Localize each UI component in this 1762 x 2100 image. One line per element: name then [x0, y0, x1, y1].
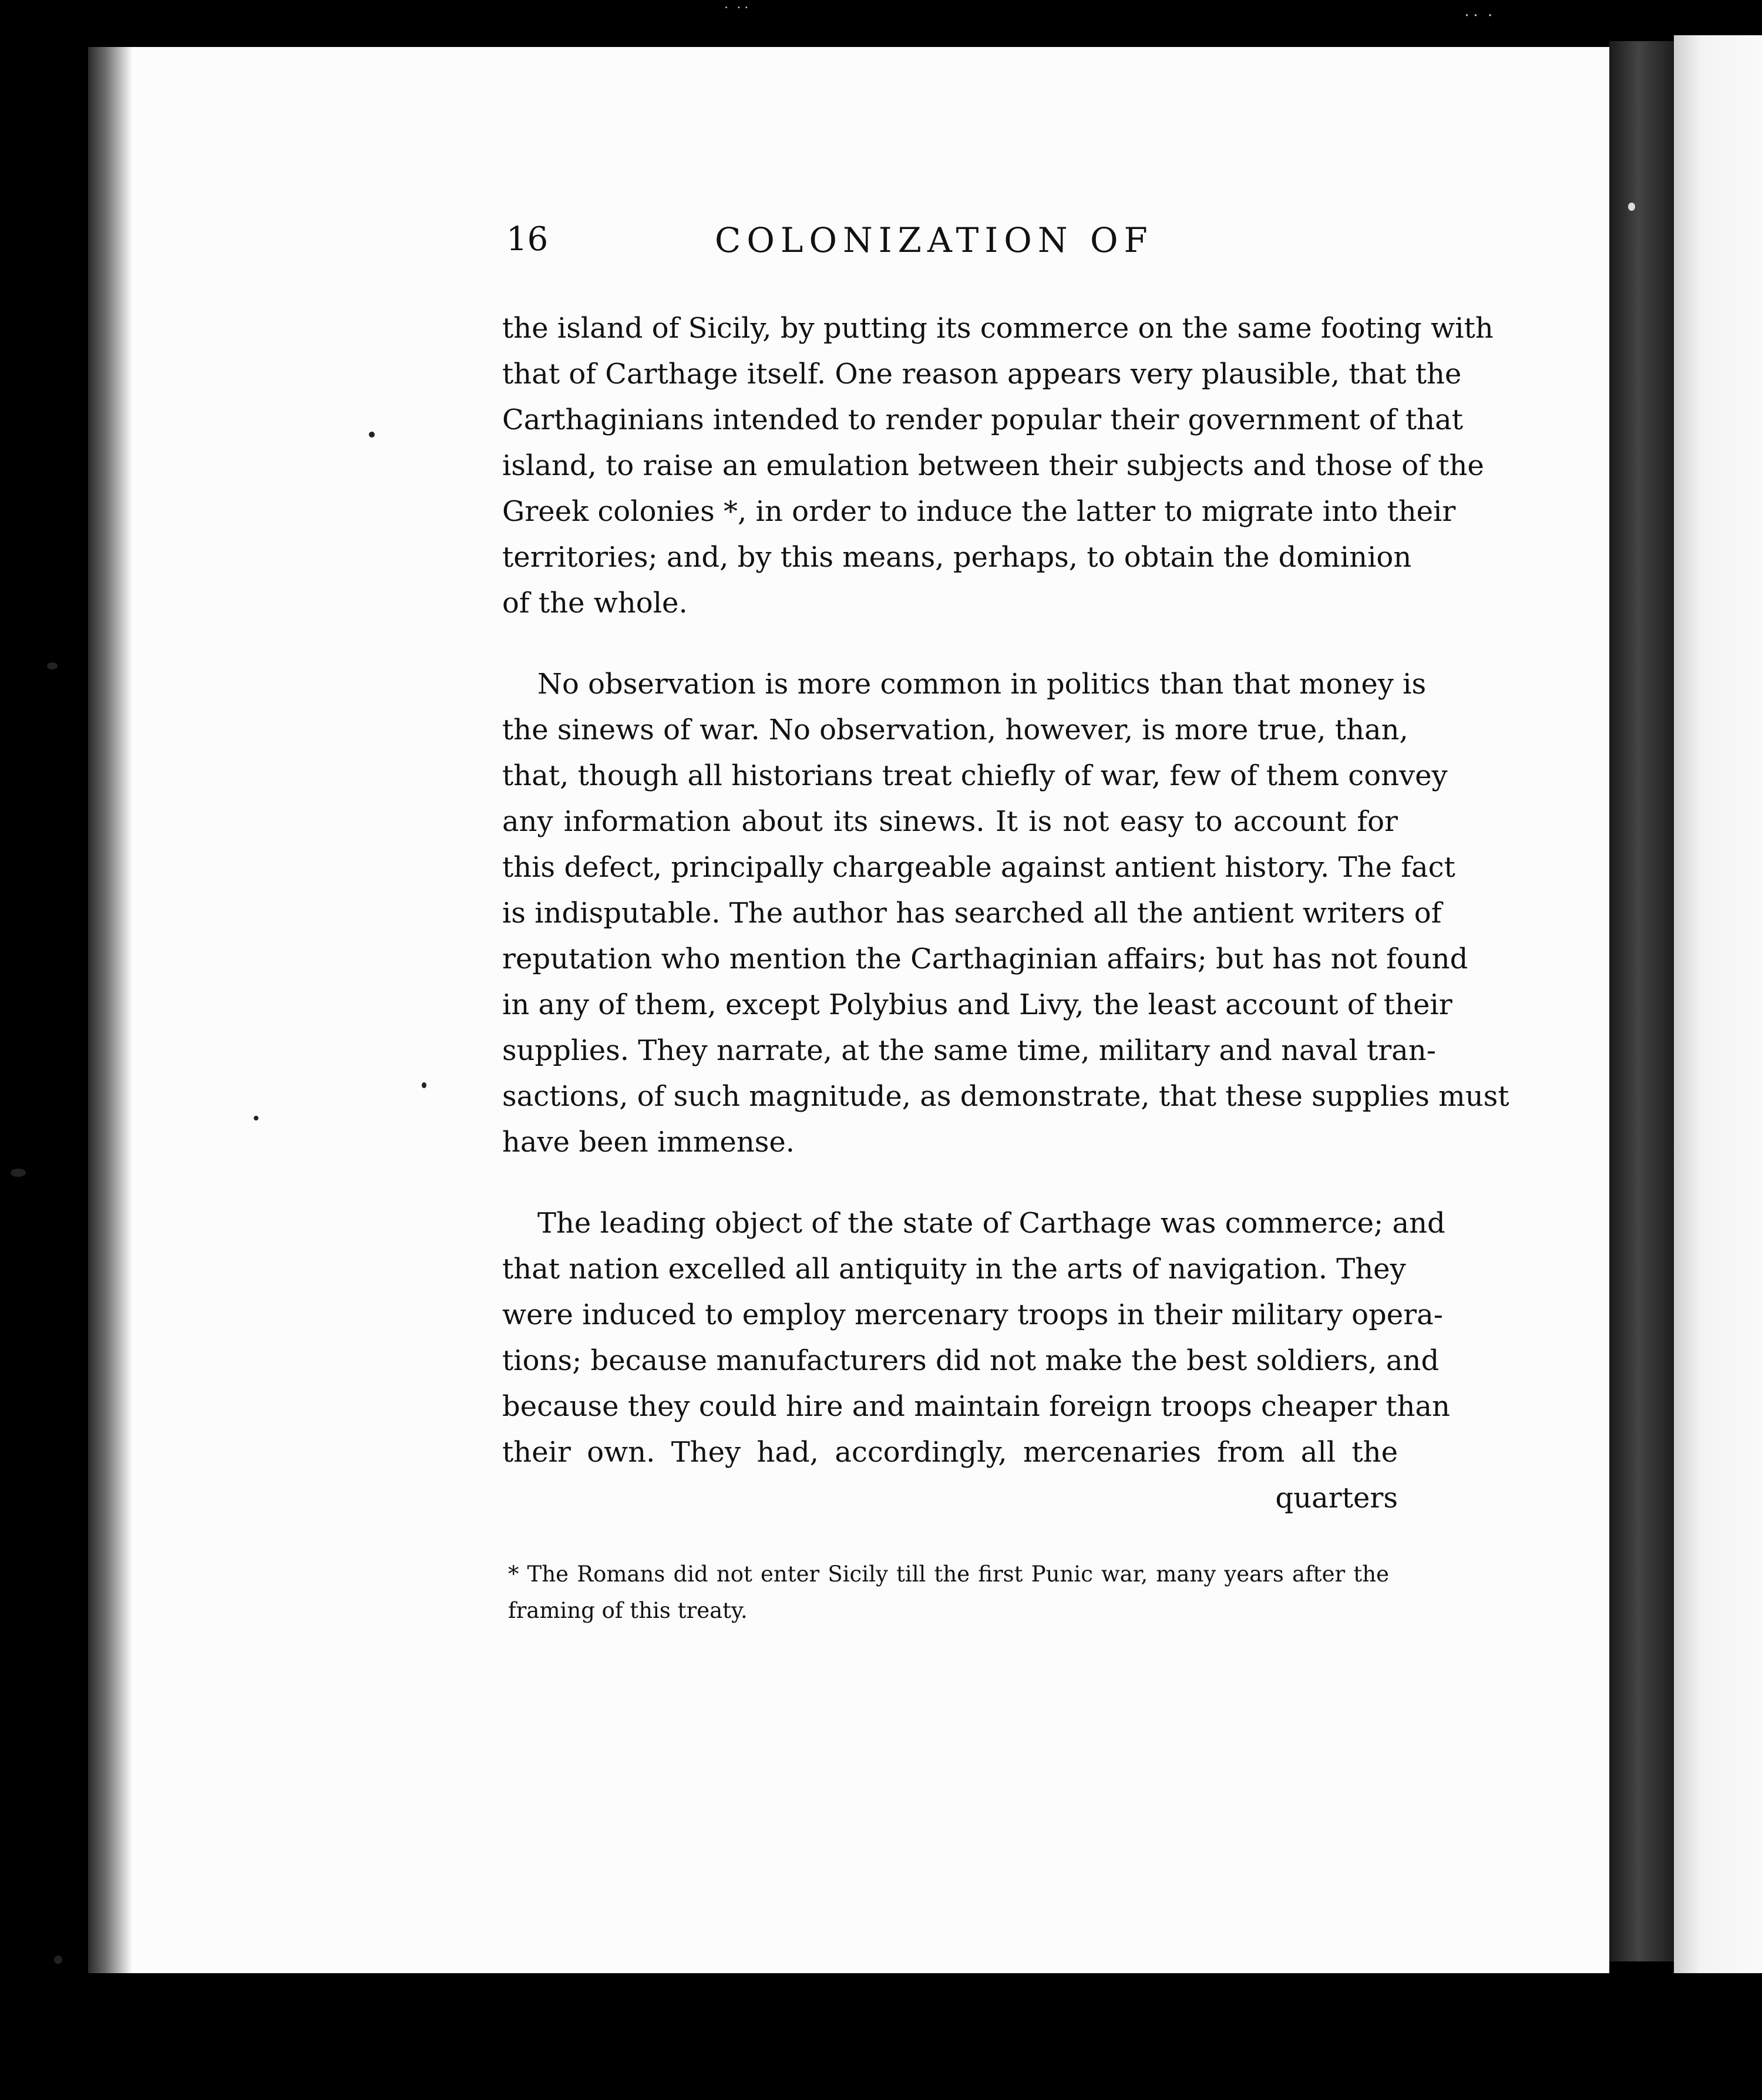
- paragraph: [502, 1200, 1450, 1521]
- text-line: of the whole.: [502, 587, 688, 620]
- scan-speck: [1628, 203, 1635, 211]
- text-line: that of Carthage itself. One reason appears very plausible, that the: [502, 358, 1462, 391]
- text-line: any information about its sinews. It is not easy to account for: [502, 805, 1398, 838]
- text-line: Carthaginians intended to render popular their government of that: [502, 403, 1463, 436]
- page-number: 16: [506, 220, 549, 258]
- text-line: The leading object of the state of Carthage was commerce; and: [537, 1207, 1445, 1240]
- body-text: [502, 305, 1509, 1556]
- text-line: island, to raise an emulation between their subjects and those of the: [502, 449, 1484, 482]
- text-line: their own. They had, accordingly, mercenaries from all the: [502, 1436, 1398, 1469]
- text-line: because they could hire and maintain foreign troops cheaper than: [502, 1390, 1450, 1423]
- text-line: territories; and, by this means, perhaps, to obtain the dominion: [502, 541, 1412, 574]
- scan-speck: [11, 1169, 26, 1177]
- scan-speck: [47, 662, 58, 669]
- text-line: Greek colonies *, in order to induce the latter to migrate into their: [502, 495, 1456, 528]
- text-line: sactions, of such magnitude, as demonstrate, that these supplies must: [502, 1080, 1509, 1113]
- text-line: have been immense.: [502, 1126, 795, 1159]
- text-line: reputation who mention the Carthaginian affairs; but has not found: [502, 943, 1468, 975]
- facing-page-edge: [1674, 35, 1762, 1973]
- text-line: tions; because manufacturers did not make the best soldiers, and: [502, 1344, 1440, 1377]
- scan-speck: [369, 432, 375, 438]
- page-header: [506, 220, 1402, 267]
- footnote: [508, 1556, 1389, 1629]
- scan-artifact-top-right: ˙˙ ˙: [1462, 12, 1495, 32]
- text-line: No observation is more common in politics than that money is: [537, 668, 1427, 701]
- footnote-line: * The Romans did not enter Sicily till the first Punic war, many years after the: [508, 1561, 1389, 1587]
- text-line: were induced to employ mercenary troops in their military opera-: [502, 1298, 1443, 1331]
- footnote-line: framing of this treaty.: [508, 1598, 748, 1623]
- scan-artifact-top: ˙ ˙˙: [722, 5, 751, 22]
- scan-speck: [54, 1956, 62, 1964]
- text-line: that, though all historians treat chiefly of war, few of them convey: [502, 759, 1448, 792]
- running-title: COLONIZATION OF: [715, 220, 1154, 260]
- text-line: is indisputable. The author has searched all the antient writers of: [502, 897, 1442, 930]
- paragraph: [502, 661, 1509, 1165]
- paragraph: [502, 305, 1494, 626]
- catchword: quarters: [1275, 1482, 1398, 1515]
- book-spine: [1609, 41, 1674, 1961]
- page-gutter-shadow: [88, 47, 132, 1973]
- text-line: supplies. They narrate, at the same time, military and naval tran-: [502, 1034, 1436, 1067]
- scan-speck: [254, 1116, 258, 1120]
- text-line: this defect, principally chargeable against antient history. The fact: [502, 851, 1455, 884]
- scan-speck: [422, 1082, 426, 1088]
- text-line: the sinews of war. No observation, however, is more true, than,: [502, 714, 1408, 746]
- text-line: the island of Sicily, by putting its commerce on the same footing with: [502, 312, 1494, 345]
- text-line: in any of them, except Polybius and Livy, the least account of their: [502, 988, 1452, 1021]
- text-line: that nation excelled all antiquity in the arts of navigation. They: [502, 1253, 1406, 1285]
